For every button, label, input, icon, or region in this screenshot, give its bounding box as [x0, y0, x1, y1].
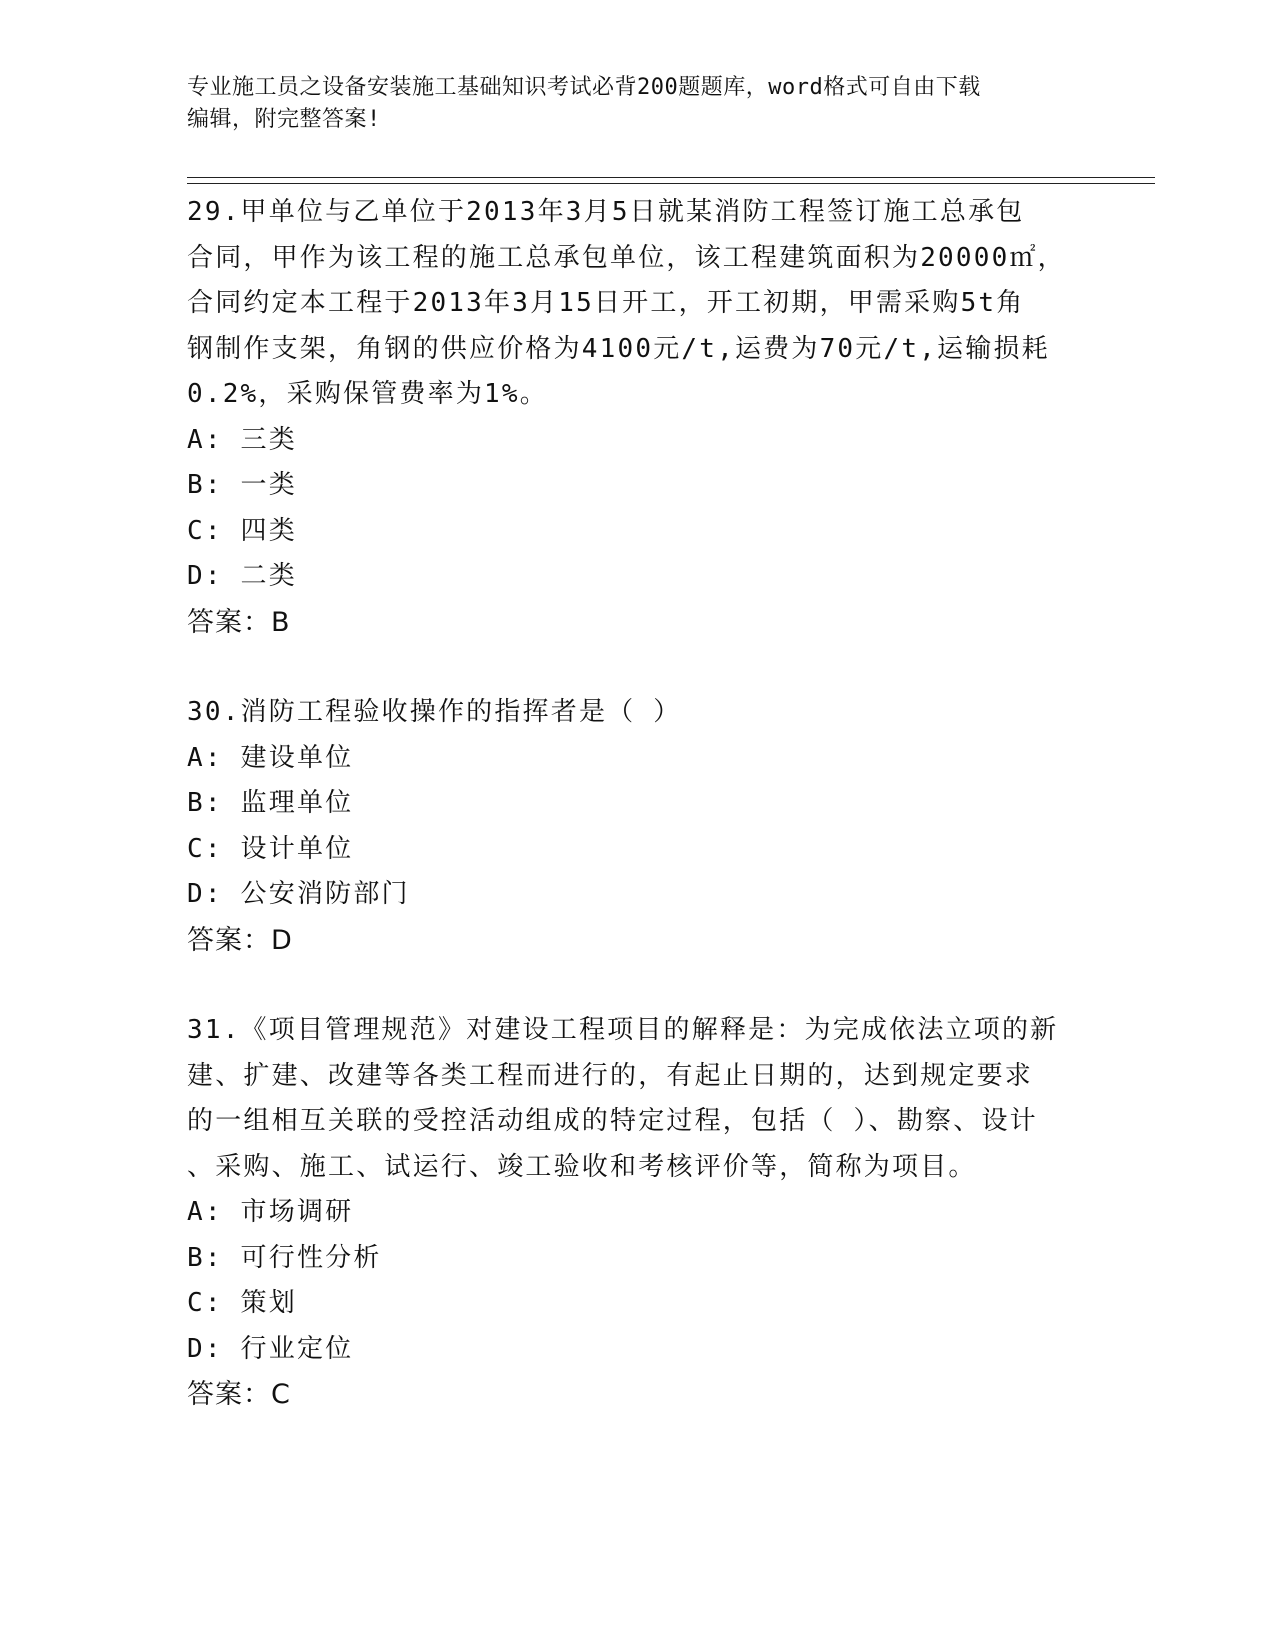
option-a: A: 建设单位 — [187, 742, 354, 773]
header-title-line-1: 专业施工员之设备安装施工基础知识考试必背200题题库，word格式可自由下载 — [187, 75, 981, 100]
option-a: A: 市场调研 — [187, 1197, 354, 1227]
question-stem-line: 的一组相互关联的受控活动组成的特定过程，包括（ ）、勘察、设计 — [187, 1106, 1038, 1136]
question-stem-line: 合同，甲作为该工程的施工总承包单位，该工程建筑面积为20000㎡， — [187, 242, 1066, 273]
option-c: C: 四类 — [187, 515, 297, 546]
question-stem-line: 建、扩建、改建等各类工程而进行的，有起止日期的，达到规定要求 — [187, 1060, 1034, 1091]
question-stem-line: 、采购、施工、试运行、竣工验收和考核评价等，简称为项目。 — [187, 1151, 977, 1182]
question-30 — [187, 690, 1087, 963]
question-stem-line: 0.2%，采购保管费率为1%。 — [187, 379, 548, 409]
option-a: A: 三类 — [187, 424, 297, 455]
question-stem-line: 31.《项目管理规范》对建设工程项目的解释是：为完成依法立项的新 — [187, 1015, 1059, 1045]
answer-line: 答案：D — [187, 924, 293, 956]
question-stem-line: 30.消防工程验收操作的指挥者是（ ） — [187, 697, 682, 727]
question-list — [187, 190, 1087, 1418]
option-c: C: 设计单位 — [187, 833, 354, 864]
header-divider-bottom — [187, 183, 1155, 184]
header-title-line-2: 编辑，附完整答案! — [187, 107, 381, 132]
option-d: D: 二类 — [187, 561, 297, 591]
answer-line: 答案：B — [187, 606, 291, 638]
option-b: B: 可行性分析 — [187, 1242, 382, 1273]
spacer — [187, 645, 1087, 690]
header-divider-top — [187, 177, 1155, 178]
option-d: D: 行业定位 — [187, 1333, 354, 1364]
option-c: C: 策划 — [187, 1288, 297, 1318]
answer-line: 答案：C — [187, 1379, 291, 1410]
spacer — [187, 963, 1087, 1008]
document-header — [187, 72, 1067, 136]
question-29 — [187, 190, 1087, 645]
question-31 — [187, 1008, 1087, 1418]
option-b: B: 监理单位 — [187, 788, 354, 818]
question-stem-line: 合同约定本工程于2013年3月15日开工，开工初期，甲需采购5t角 — [187, 288, 1025, 318]
question-stem-line: 29.甲单位与乙单位于2013年3月5日就某消防工程签订施工总承包 — [187, 197, 1025, 227]
question-stem-line: 钢制作支架，角钢的供应价格为4100元/t,运费为70元/t,运输损耗 — [187, 333, 1050, 364]
option-d: D: 公安消防部门 — [187, 879, 410, 909]
option-b: B: 一类 — [187, 470, 297, 500]
